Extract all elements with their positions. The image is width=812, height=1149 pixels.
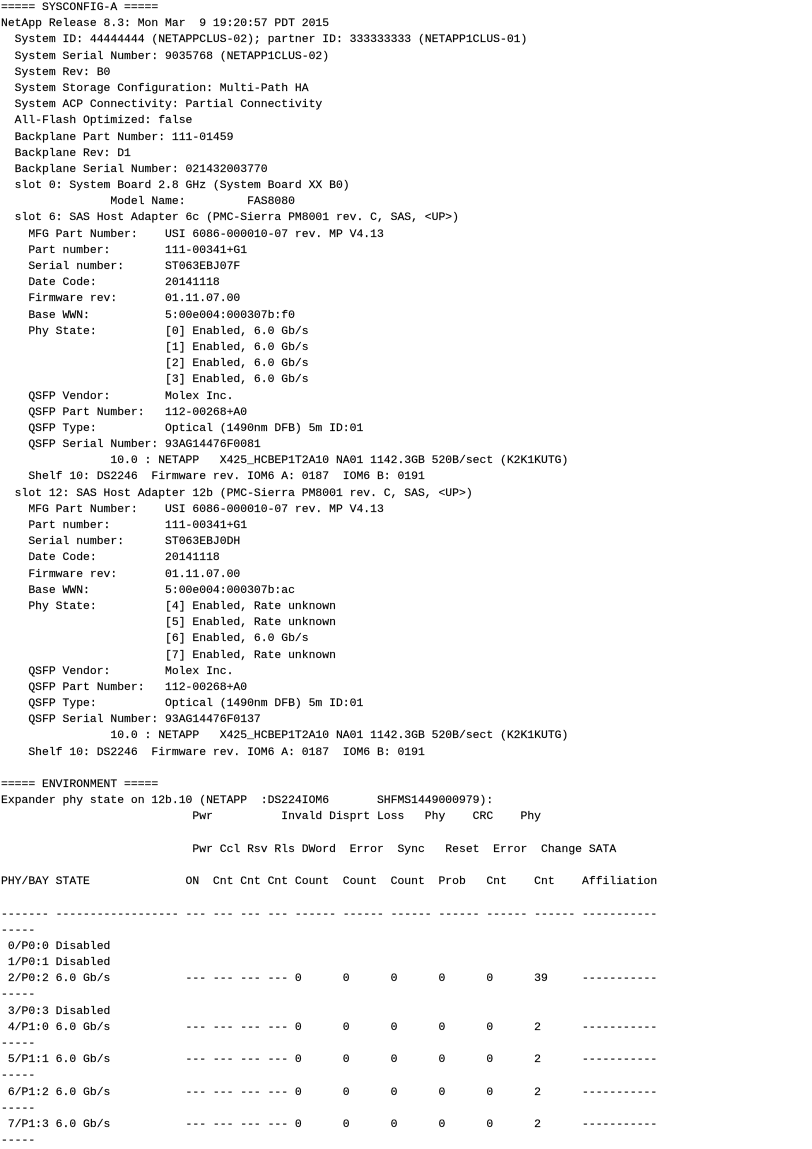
console-line: Backplane Serial Number: 021432003770 [1,163,268,176]
console-line: Pwr Ccl Rsv Rls DWord Error Sync Reset Error Change SATA [1,843,617,856]
console-line: QSFP Vendor: Molex Inc. [1,665,234,678]
console-line: ----- [1,1102,36,1115]
console-line: Date Code: 20141118 [1,277,220,290]
console-line: ----- [1,1135,36,1148]
console-line: Backplane Part Number: 111-01459 [1,131,234,144]
console-line: Phy State: [4] Enabled, Rate unknown [1,600,336,613]
console-line [1,826,657,842]
console-line: System Storage Configuration: Multi-Path HA [1,82,309,95]
console-line: All-Flash Optimized: false [1,115,193,128]
console-line: Base WWN: 5:00e004:000307b:f0 [1,309,295,322]
console-line: Expander phy state on 12b.10 (NETAPP :DS224IOM6 SHFMS1449000979): [1,795,494,808]
console-line: Date Code: 20141118 [1,552,220,565]
console-line: 4/P1:0 6.0 Gb/s --- --- --- --- 0 0 0 0 0 2 ----------- [1,1021,658,1034]
console-line: Phy State: [0] Enabled, 6.0 Gb/s [1,325,309,338]
console-line: ===== SYSCONFIG-A ===== [1,2,159,14]
console-line: QSFP Vendor: Molex Inc. [1,390,234,403]
console-line: Serial number: ST063EBJ0DH [1,536,241,549]
console-line: MFG Part Number: USI 6086-000010-07 rev. MP V4.13 [1,503,384,516]
console-line [1,858,657,874]
console-line: Shelf 10: DS2246 Firmware rev. IOM6 A: 0187 IOM6 B: 0191 [1,471,425,484]
console-line: [6] Enabled, 6.0 Gb/s [1,633,309,646]
console-line: System Rev: B0 [1,66,111,79]
console-line: QSFP Serial Number: 93AG14476F0137 [1,714,261,727]
console-line: 6/P1:2 6.0 Gb/s --- --- --- --- 0 0 0 0 0 2 ----------- [1,1086,658,1099]
console-line: QSFP Part Number: 112-00268+A0 [1,406,248,419]
console-line: Shelf 10: DS2246 Firmware rev. IOM6 A: 0187 IOM6 B: 0191 [1,746,425,759]
console-line: ----- [1,1070,36,1083]
console-line: 3/P0:3 Disabled [1,1005,111,1018]
console-line: NetApp Release 8.3: Mon Mar 9 19:20:57 PDT 2015 [1,18,330,31]
console-line: QSFP Part Number: 112-00268+A0 [1,681,248,694]
console-line: [7] Enabled, Rate unknown [1,649,336,662]
console-line: 1/P0:1 Disabled [1,957,111,970]
console-line [1,890,657,906]
console-line: slot 12: SAS Host Adapter 12b (PMC-Sierra PM8001 rev. C, SAS, <UP>) [1,487,473,500]
console-line: 10.0 : NETAPP X425_HCBEP1T2A10 NA01 1142.3GB 520B/sect (K2K1KUTG) [1,455,569,468]
console-text [1,0,657,1149]
console-line: QSFP Type: Optical (1490nm DFB) 5m ID:01 [1,422,364,435]
console-line: [1] Enabled, 6.0 Gb/s [1,341,309,354]
console-line: System ACP Connectivity: Partial Connectivity [1,99,323,112]
console-line: Firmware rev: 01.11.07.00 [1,568,241,581]
console-line: [5] Enabled, Rate unknown [1,617,336,630]
console-line: ----- [1,989,36,1002]
console-line: ----- [1,1038,36,1050]
console-line: Firmware rev: 01.11.07.00 [1,293,241,306]
console-line: QSFP Type: Optical (1490nm DFB) 5m ID:01 [1,698,364,711]
console-line: 5/P1:1 6.0 Gb/s --- --- --- --- 0 0 0 0 0 2 ----------- [1,1054,658,1067]
console-line: ------- ------------------ --- --- --- --- ------ ------ ------ ------ ------ ------ ----------- [1,908,658,921]
console-line: 0/P0:0 Disabled [1,940,111,953]
console-line: Part number: 111-00341+G1 [1,520,248,532]
console-line: slot 6: SAS Host Adapter 6c (PMC-Sierra PM8001 rev. C, SAS, <UP>) [1,212,459,225]
console-line: Backplane Rev: D1 [1,147,131,160]
console-line: 2/P0:2 6.0 Gb/s --- --- --- --- 0 0 0 0 0 39 ----------- [1,973,658,986]
console-line: Base WWN: 5:00e004:000307b:ac [1,584,295,597]
console-line: [2] Enabled, 6.0 Gb/s [1,358,309,371]
console-line: PHY/BAY STATE ON Cnt Cnt Cnt Count Count Count Prob Cnt Cnt Affiliation [1,876,658,889]
console-line: Part number: 111-00341+G1 [1,244,248,257]
console-line: 7/P1:3 6.0 Gb/s --- --- --- --- 0 0 0 0 0 2 ----------- [1,1118,658,1131]
console-line: 10.0 : NETAPP X425_HCBEP1T2A10 NA01 1142.3GB 520B/sect (K2K1KUTG) [1,730,569,743]
console-line: QSFP Serial Number: 93AG14476F0081 [1,439,261,452]
console-line: ----- [1,924,36,937]
console-line [1,761,657,777]
console-line: System Serial Number: 9035768 (NETAPP1CLUS-02) [1,50,330,63]
console-line: Serial number: ST063EBJ07F [1,261,241,273]
console-line: System ID: 44444444 (NETAPPCLUS-02); partner ID: 333333333 (NETAPP1CLUS-01) [1,34,528,47]
console-line: slot 0: System Board 2.8 GHz (System Board XX B0) [1,180,350,193]
console-line: Model Name: FAS8080 [1,196,295,209]
console-line: [3] Enabled, 6.0 Gb/s [1,374,309,387]
console-line: MFG Part Number: USI 6086-000010-07 rev. MP V4.13 [1,228,384,241]
console-line: Pwr Invald Disprt Loss Phy CRC Phy [1,811,542,824]
console-line: ===== ENVIRONMENT ===== [1,779,159,791]
